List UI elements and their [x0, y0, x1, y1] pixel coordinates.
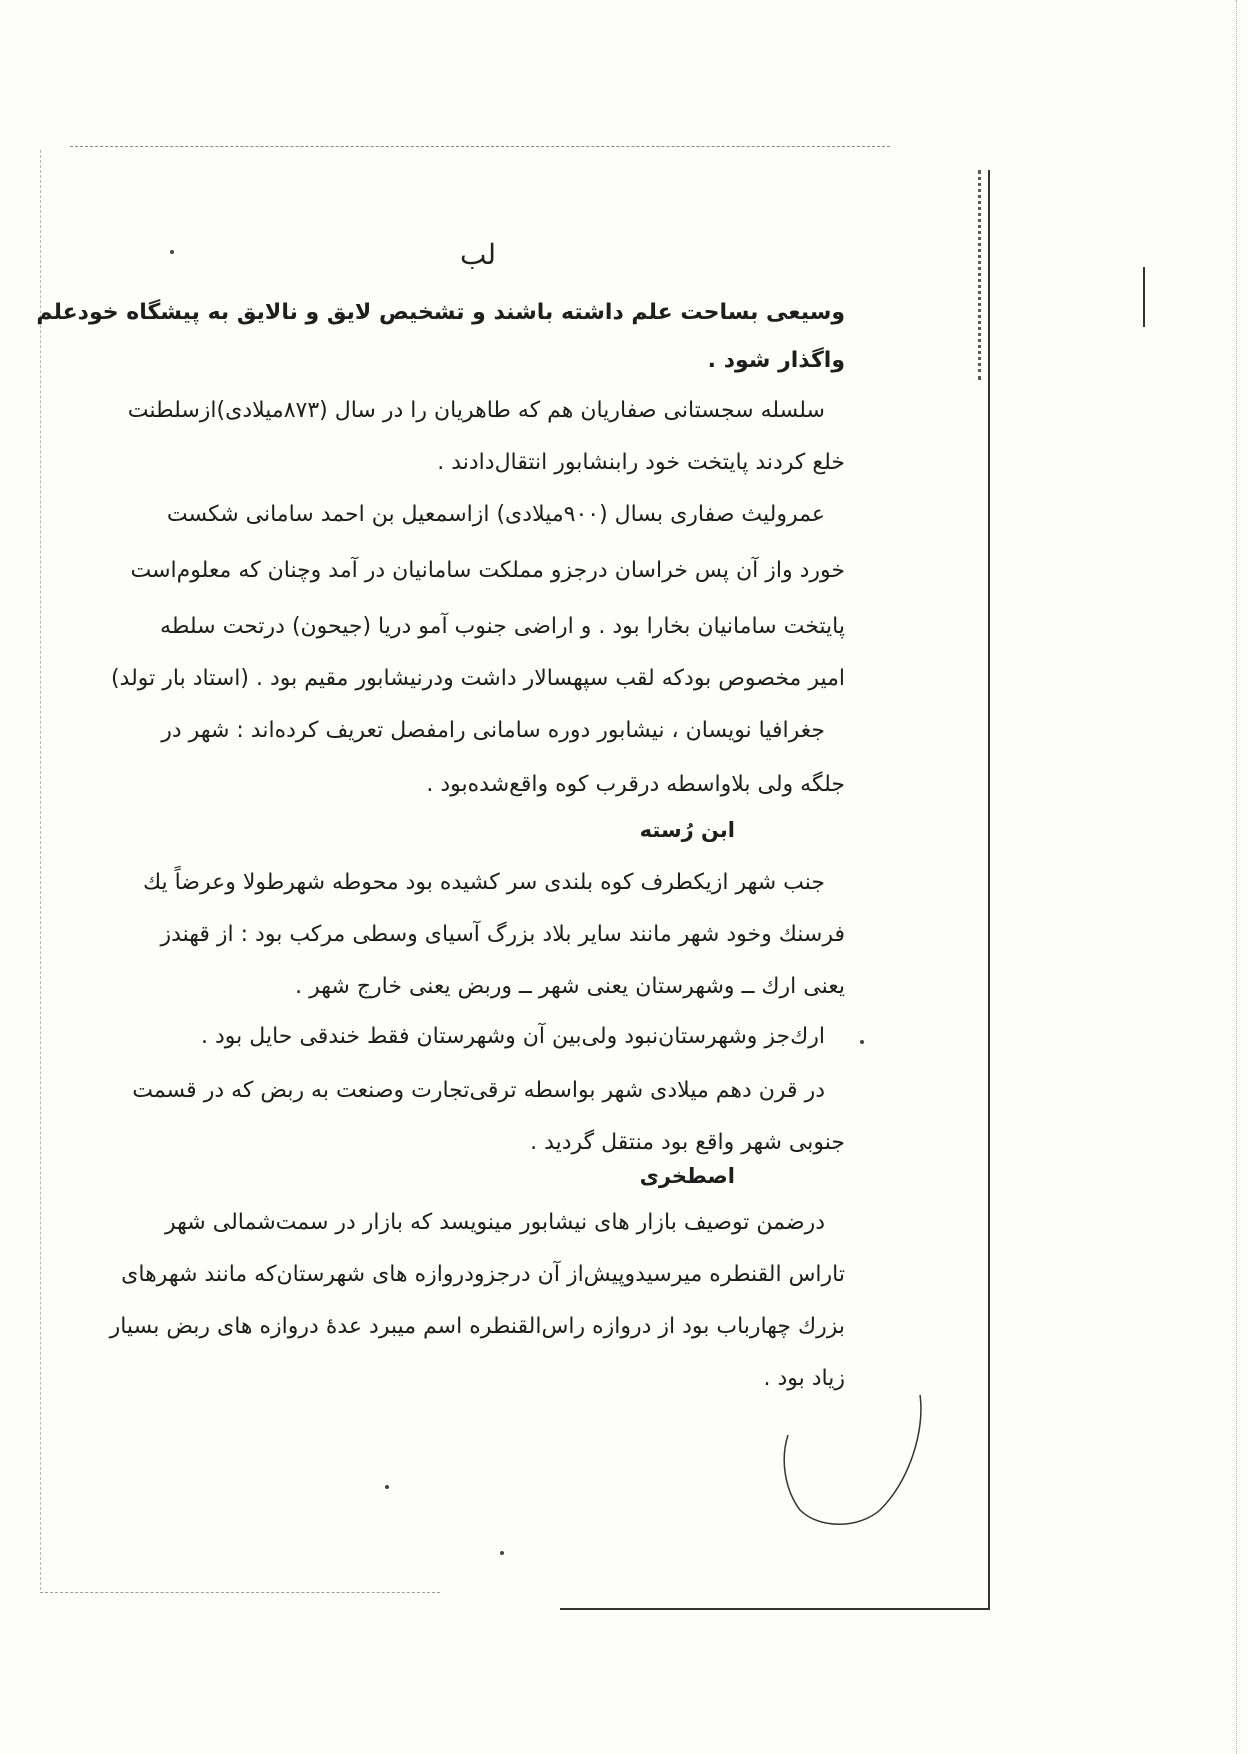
text-line: پایتخت سامانیان بخارا بود . و اراضی جنوب آمو دریا (جیحون) درتحت سلطه [160, 614, 845, 639]
text-line: بزرك چهارباب بود از دروازه راس‌القنطره اسم میبرد عدهٔ دروازه های ربض بسیار [109, 1314, 845, 1339]
scan-frame-top-line [70, 146, 890, 147]
scan-speck [860, 1040, 864, 1044]
text-line: یعنی ارك ــ وشهرستان یعنی شهر ــ وربض یعنی خارج شهر . [295, 974, 845, 999]
scan-frame-right-inner-line [978, 170, 981, 380]
scan-speck [385, 1485, 389, 1489]
text-line: وسیعی بساحت علم داشته باشند و تشخیص لایق و نالایق به پیشگاه خودعلم [36, 300, 845, 325]
scan-frame-bottom-left-line [40, 1592, 440, 1593]
text-line: جنب شهر ازیکطرف کوه بلندی سر کشیده بود محوطه شهرطولا وعرضاً یك [142, 870, 825, 895]
text-line: خورد واز آن پس خراسان درجزو مملکت سامانیان در آمد وچنان که معلوم‌است [130, 558, 845, 583]
text-line: جنوبی شهر واقع بود منتقل گردید . [530, 1130, 845, 1155]
text-line: فرسنك وخود شهر مانند سایر بلاد بزرگ آسیای وسطی مرکب بود : از قهندز [160, 922, 845, 947]
heading-ibn-rusta: ابن رُسته [639, 818, 735, 842]
scan-speck [500, 1551, 504, 1555]
scan-frame-left-line [40, 150, 41, 1590]
text-line: در قرن دهم میلادی شهر بواسطه ترقی‌تجارت وصنعت به ربض که در قسمت [132, 1078, 825, 1103]
text-line: ارك‌جز وشهرستان‌نبود ولی‌بین آن وشهرستان فقط خندقی حایل بود . [201, 1024, 825, 1049]
scan-edge-mark [1143, 267, 1145, 327]
page-number: لب [460, 238, 497, 271]
text-line: خلع کردند پایتخت خود رابنشابور انتقال‌دادند . [437, 450, 845, 475]
scan-frame-bottom-line [560, 1608, 988, 1610]
scan-speck [170, 250, 174, 254]
scan-edge-right [1236, 0, 1237, 1754]
scan-frame-right-line [988, 170, 990, 1610]
heading-istakhri: اصطخری [639, 1164, 735, 1188]
text-line: عمرولیث صفاری بسال (۹۰۰میلادی) ازاسمعیل بن احمد سامانی شکست [166, 502, 825, 527]
text-line: زیاد بود . [763, 1366, 845, 1391]
text-line: امیر مخصوص بودکه لقب سپهسالار داشت ودرنیشابور مقیم بود . (استاد بار تولد) [110, 666, 845, 691]
text-line: واگذار شود . [707, 348, 845, 373]
text-line: سلسله سجستانی صفاریان هم که طاهریان را در سال (۸۷۳میلادی)ازسلطنت [127, 398, 825, 423]
text-line: درضمن توصیف بازار های نیشابور مینویسد که بازار در سمت‌شمالی شهر [165, 1210, 825, 1235]
text-line: جغرافیا نویسان ، نیشابور دوره سامانی رامفصل تعریف کرده‌اند : شهر در [161, 718, 825, 743]
text-line: تاراس القنطره میرسیدوپیش‌از آن درجزودروازه های شهرستان‌که مانند شهرهای [121, 1262, 845, 1287]
pen-curve-mark [780, 1390, 930, 1530]
text-line: جلگه ولی بلاواسطه درقرب کوه واقع‌شده‌بود . [426, 772, 845, 797]
